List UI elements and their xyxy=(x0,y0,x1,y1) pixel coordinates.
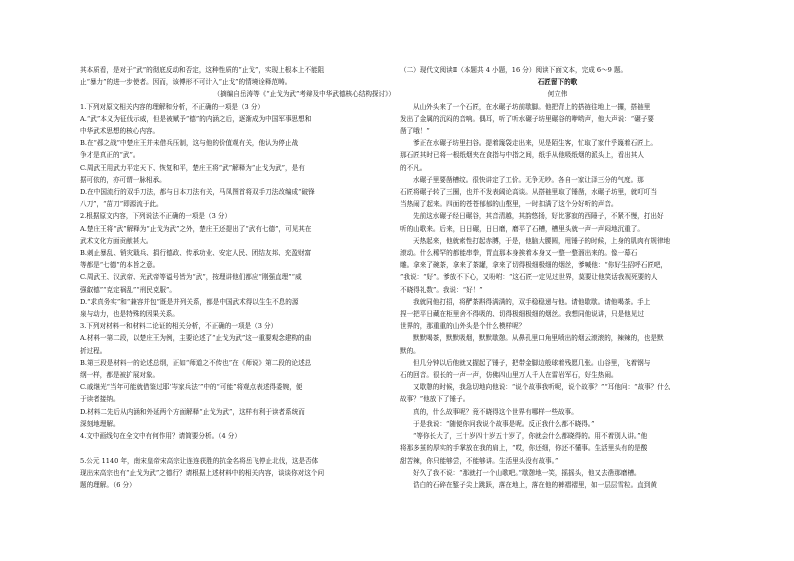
paragraph-line: 默的。 xyxy=(400,346,420,355)
option-3a: A.材料一第二段，以楚庄王为例，主要论述了“止戈为武”这一重要观念建构的曲 xyxy=(80,334,312,343)
story-title: 石匠留下的歌 xyxy=(537,78,578,87)
option-3b: B.第三段是材料一的论述总纲，正如“师道之不传也”在《师说》第二段的论述总 xyxy=(80,358,312,367)
paragraph-line: 甜苦辣，你只能够尝，不能够讲。生活里头没有故事。” xyxy=(400,456,559,465)
section-heading: （二）现代文阅读Ⅱ（本题共 4 小题，16 分）阅读下面文本，完成 6～9 题。 xyxy=(400,66,628,74)
paragraph-line: 天热起来，他就索性打起赤膊，于是，他脑大腰圆，甩锤子的时候，上身的肌肉有规律地 xyxy=(413,236,671,245)
question-2: 2.根据原文内容，下列说法不正确的一项是（3 分） xyxy=(80,212,232,221)
story-author: 何立伟 xyxy=(547,90,568,99)
text-line: 其本质看，是对于“武”的彻底反动和否定，这种性质的“止戈”，实现上根本上不能阻 xyxy=(80,66,325,74)
paragraph-line: 将那多茧的厚实的手掌放在我的肩上，“哎，你还细，你还不懂事。生活里头有的是酸 xyxy=(400,444,648,453)
paragraph-line: 雕。拿来了碗茶，拿来了茶罐，拿来了切得极细极细的烟丝，爹喊他：“你好生招呼石匠吧， xyxy=(400,261,668,270)
paragraph-line: 听的山歌来。后来，日日碾，日日磨，磨平了石槽，槽里头就一声一声闷地沉重了。 xyxy=(400,224,644,233)
question-3: 3.下列对材料一和材料二论证的相关分析，不正确的一项是（3 分） xyxy=(80,322,278,331)
paragraph-line: 默默喝茶，默默吸烟，默默歇憩。从鼻孔里口角里喷出的烟云滚滚的，辣辣的，也是默 xyxy=(413,334,664,343)
paragraph-line: 于是我说：“随便你问我说个故事是呢。反正我什么都不晓得。” xyxy=(413,419,595,428)
paragraph-line: 凿了哦！” xyxy=(400,127,430,136)
question-5: 5.公元 1140 年，南宋皇帝宋高宗让连连获胜的抗金名将岳飞停止北伐，这是否体 xyxy=(80,456,319,465)
text-line: 于读者接纳。 xyxy=(80,395,120,404)
paragraph-line: 的不凡。 xyxy=(400,163,427,172)
paragraph-line: 故事？”他放下了锤子。 xyxy=(400,395,470,404)
question-1: 1.下列对原文相关内容的理解和分析，不正确的一项是（3 分） xyxy=(80,102,265,111)
option-1a: A.“武”本义为征伐示威，但是被赋予“德”的内涵之后，逐渐成为中国军事思想和 xyxy=(80,114,312,123)
paragraph-line: 世界的，那重重的山外头是个什么模样呢？ xyxy=(400,322,526,331)
option-1c: C.周武王用武力平定天下、恢复和平，楚庄王将“武”解释为“止戈为武”，是有 xyxy=(80,163,305,172)
paragraph-line: 滚动。什么稀罕的都能串拳，胃直那本身挨着本身又一整一整溜出来的。像一幕石 xyxy=(400,249,638,258)
paragraph-line: 真的，什么故事呢？竟不晓得这个世界有哪样一些故事。 xyxy=(413,407,578,416)
option-2d: D.“求真务实”和“兼容并包”既是并列关系，都是中国武术得以生生不息的源 xyxy=(80,297,299,306)
paragraph-line: 爹正在水碾子坊里扫谷。提着篾袋走出来，见是陌生客，忙取了家什乎篾着石匠上。 xyxy=(413,139,657,148)
text-line: 争才是真正的“武”。 xyxy=(80,151,140,160)
text-line: 纲一样，都是被扩展对象。 xyxy=(80,371,160,380)
paragraph-line: 那石匠其时已将一根纸烟夹在食指与中指之间，纸手从他吸纸烟的派头上，看出其人 xyxy=(400,151,644,160)
paragraph-line: 我就同他打招，将酽茶斟得满满的，双手稳稳递与他。请他歇歇。请他喝茶。手上 xyxy=(413,297,651,306)
text-line: 八刀”，“苗刀”即源流于此。 xyxy=(80,200,163,209)
paragraph-line: 发出了金属的沉闷的音响。偶耳，听了听水碾子坊里碾谷的咿哟声，他大声说：“碾子要 xyxy=(400,114,654,123)
text-line: 等都是“七德”的本旨之意。 xyxy=(80,261,160,270)
option-1d: D.在中国流行的双手刀法，都与日本刀法有关，马凤图首将双手刀法改编成“破锋 xyxy=(80,188,315,197)
text-line: 据可依的，亦可谓一脉相承。 xyxy=(80,175,166,184)
text-line: 折过程。 xyxy=(80,346,107,355)
paragraph-line: 捏一把平日藏在柜里舍不得吸的、切得极细极细的烟丝。我想同他说讲，只是他见过 xyxy=(400,310,644,319)
paragraph-line: 水碾子里要凿槽纹。很快讲定了工价。无争无吵。各自一家让泽三分的气度。那 xyxy=(413,175,644,184)
text-line: 止“暴力”的进一步使者。因而，该傅形不可计入“止戈”的情境诠释范畴。 xyxy=(80,78,292,87)
question-4: 4.文中画线句在全文中有何作用？请简要分析。（4 分） xyxy=(80,432,241,441)
source-citation: （摘编自岳涛等《“止戈为武”考辩及中华武德核心结构探讨》） xyxy=(213,90,395,99)
paragraph-line: 先前这水碾子经日碾谷，其音清越，其韵悠扬，好比寥寂的西陲子，不紧不慢，打出好 xyxy=(413,212,664,221)
option-1b: B.在“邲之战”中楚庄王并未借兵压制，这与他的价值观有关，他认为停止战 xyxy=(80,139,299,148)
option-3d: D.材料二先后从内涵和外延两个方面解释“止戈为武”，这样有利于读者系统而 xyxy=(80,407,305,416)
text-line: 深刻地理解。 xyxy=(80,419,120,428)
paragraph-line: 好久了我不说：“那就打一个山歌吧。”歇憩地一笑，摇摇头，他又去凿那磨槽。 xyxy=(413,468,641,477)
text-line: 强叡德”“克定祸乱”“刑民克服”。 xyxy=(80,285,176,294)
right-column xyxy=(400,64,715,491)
paragraph-line: 石匠将碾子转了三圈，也并不发表阔论高谈。从搭裢里取了锤凿，水碾子坊里，就叮叮当 xyxy=(400,188,658,197)
paragraph-line: 石的回音。很长的一声一声，仿佛四山里万人千人在雷岩军石，好生热闹。 xyxy=(400,371,618,380)
text-line: 中华武术思想的核心内容。 xyxy=(80,127,160,136)
text-line: 武术文化方面贡献甚大。 xyxy=(80,236,153,245)
blank-line xyxy=(80,442,395,454)
paragraph-line: “等你长大了，三十岁四十岁五十岁了，你就会什么都晓得的。用不着别人讲。”他 xyxy=(413,432,648,441)
paragraph-line: 又歇憩的时候，我急切地向他说：“说个故事我听呢，说个故事？”“耳他问：“故事？什么 xyxy=(413,383,671,392)
left-column xyxy=(80,64,395,491)
option-2c: C.周武王、汉武帝、光武帝等谥号皆为“武”，按理讲他们都应“刚强直理”“威 xyxy=(80,273,302,282)
option-3c: C.戚继光“当年可能就借鉴过耶‘岑家兵法’”中的“可能”将观点表述得委婉，便 xyxy=(80,383,303,392)
paragraph-line: ”我说：“好”。爹放不下心，又吩咐：“这石匠一定见过世界，莫要让他笑话我视死要的人 xyxy=(400,273,658,282)
paragraph-line: 诰白的石碎在錾子尖上跳跃，落在地上，落在他的裤褶褶里，如一层层雪粒。直到黄 xyxy=(413,480,657,489)
paragraph-line: 但几分钟以后他就又握起了锤子，把带金脚边般球着残愿几张。山谷里，飞着钢与 xyxy=(413,358,651,367)
text-line: 泉与动力，也是特殊的因果关系。 xyxy=(80,310,179,319)
text-line: 现出宋高宗也有“止戈为武”之德行？请根据上述材料中的相关内容，谈谈你对这个问 xyxy=(80,468,325,477)
text-line: 题的理解。（6 分） xyxy=(80,480,136,489)
option-2a: A.楚庄王将“武”解释为“止戈为武”之外，楚庄王还提出了“武有七德”，可见其在 xyxy=(80,224,312,233)
paragraph-line: 不晓得礼数”。我说：“好！” xyxy=(400,285,483,294)
paragraph-line: 从山外头来了一个石匠，在水碾子坊前歇脚。他把背上的搭裢往地上一攞，搭裢里 xyxy=(413,102,651,111)
paragraph-line: 当热闹了起来。四面的苍苍郁郁的山壑里，一时扣满了这个分好听的声音。 xyxy=(400,200,618,209)
option-2b: B.刺止暴乱、销灾戢兵、捐行德政、传承功业、安定人民、团结友邦、充盈财富 xyxy=(80,249,312,258)
